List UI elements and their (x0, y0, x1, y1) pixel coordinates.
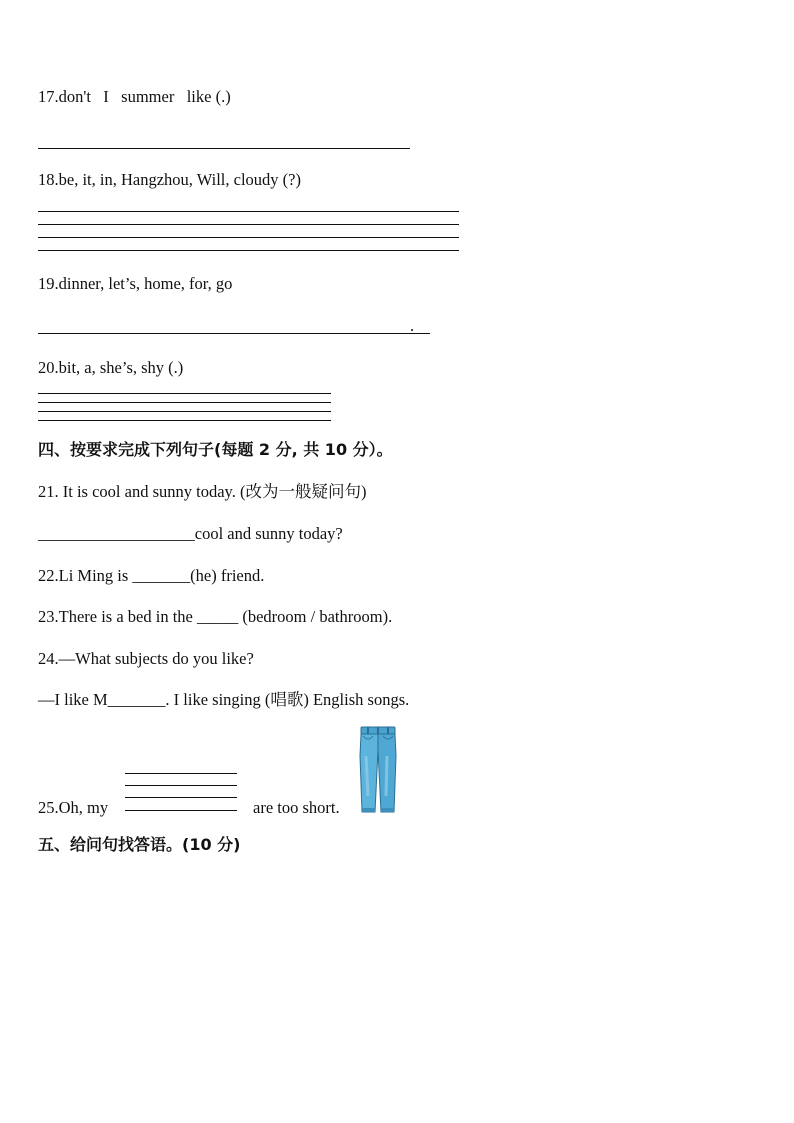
section-5-title: 五、给问句找答语。(10 分) (38, 835, 241, 854)
question-17: 17.don't I summer like (.) (38, 87, 231, 106)
answer-line-25b (125, 785, 237, 786)
answer-line-18b (38, 224, 459, 225)
answer-line-18d (38, 250, 459, 251)
answer-line-20c (38, 411, 331, 412)
section-4-title: 四、按要求完成下列句子(每题 2 分, 共 10 分）。 (38, 440, 393, 459)
answer-line-20b (38, 402, 331, 403)
answer-line-20d (38, 420, 331, 421)
answer-line-25d (125, 810, 237, 811)
end-mark-19: . (410, 316, 415, 335)
question-18: 18.be, it, in, Hangzhou, Will, cloudy (?) (38, 170, 301, 189)
question-24: 24.—What subjects do you like? (38, 649, 254, 668)
jeans-icon (358, 726, 398, 814)
question-23: 23.There is a bed in the _____ (bedroom / bathroom). (38, 607, 393, 626)
answer-line-25c (125, 797, 237, 798)
answer-24: —I like M_______. I like singing (唱歌) English songs. (38, 690, 410, 709)
question-20: 20.bit, a, she’s, shy (.) (38, 358, 184, 377)
question-21: 21. It is cool and sunny today. (改为一般疑问句) (38, 482, 367, 501)
question-22: 22.Li Ming is _______(he) friend. (38, 566, 265, 585)
answer-line-18a (38, 211, 459, 212)
question-25-suffix: are too short. (253, 798, 340, 817)
answer-line-25a (125, 773, 237, 774)
answer-line-17 (38, 148, 410, 149)
answer-line-19 (38, 333, 430, 334)
answer-line-20a (38, 393, 331, 394)
question-25-prefix: 25.Oh, my (38, 798, 109, 817)
answer-21: ___________________cool and sunny today? (38, 524, 343, 543)
answer-line-18c (38, 237, 459, 238)
question-19: 19.dinner, let’s, home, for, go (38, 274, 233, 293)
